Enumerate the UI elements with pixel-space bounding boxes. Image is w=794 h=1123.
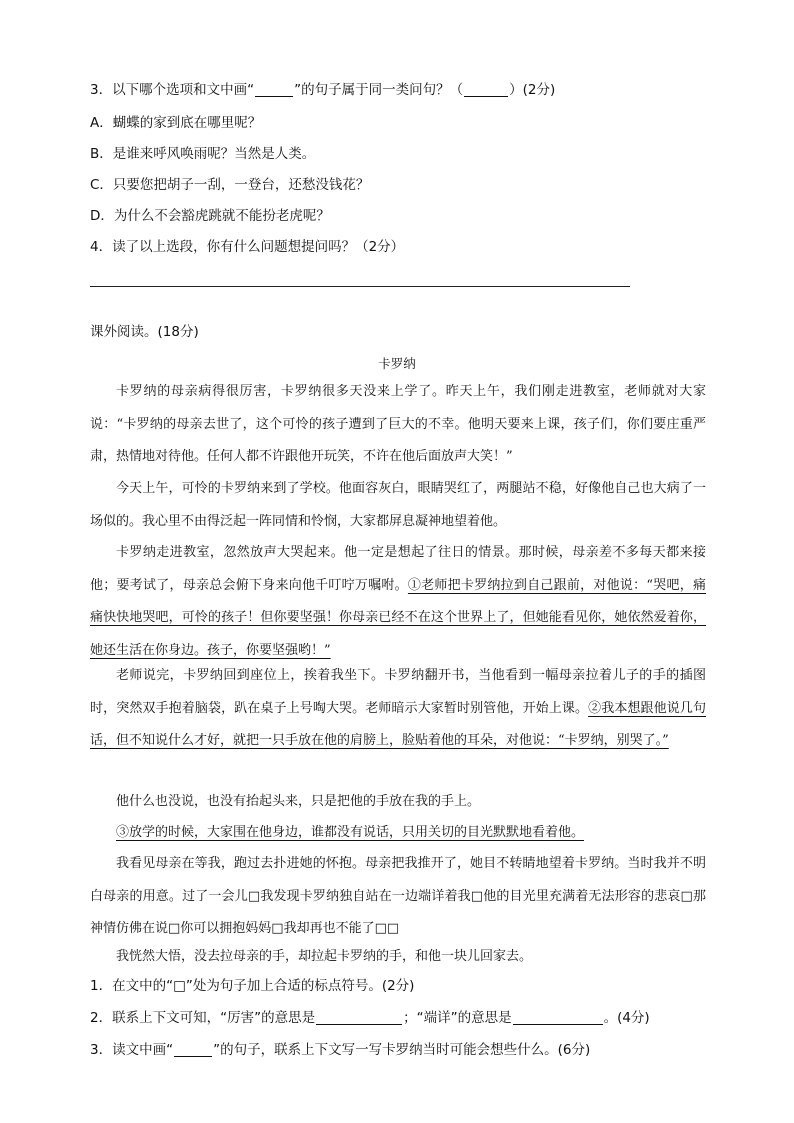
story-paragraph-6 xyxy=(90,817,706,850)
question-3-text-a: 3．读文中画“ xyxy=(90,1042,174,1058)
story-paragraph-3-text: 卡罗纳走进教室，忽然放声大哭起来。他一定是想起了往日的情景。那时候，母亲差不多每天都来接他；要考试了，母亲总会俯下身来向他千叮咛万嘱咐。 xyxy=(90,545,706,593)
story-paragraph-3 xyxy=(90,537,706,667)
story-paragraph-8: 我恍然大悟，没去拉母亲的手，却拉起卡罗纳的手，和他一块儿回家去。 xyxy=(116,949,533,964)
question-4-prev: 4．读了以上选段，你有什么问题想提问吗？（2分） xyxy=(90,239,405,255)
story-paragraph-4 xyxy=(90,660,706,758)
option-a: A．蝴蝶的家到底在哪里呢？ xyxy=(90,115,262,131)
question-3-prev-text-a: 3．以下哪个选项和文中画“ xyxy=(90,82,255,98)
story-title: 卡罗纳 xyxy=(378,356,416,371)
question-2-text-b: ；“端详”的意思是 xyxy=(403,1010,512,1026)
question-2-text-a: 2．联系上下文可知，“厉害”的意思是 xyxy=(90,1010,316,1026)
story-paragraph-5: 他什么也没说，也没有抬起头来，只是把他的手放在我的手上。 xyxy=(116,794,481,809)
underline-sample-blank xyxy=(255,82,293,97)
question-3-prev-text-b: ”的句子属于同一类问句？（ xyxy=(294,82,464,98)
answer-blank-lihai[interactable] xyxy=(316,1010,402,1025)
question-3-text-b: ”的句子，联系上下文写一写卡罗纳当时可能会想些什么。(6分) xyxy=(213,1042,591,1058)
answer-blank-duanxiang[interactable] xyxy=(513,1010,603,1025)
story-paragraph-4-text: 老师说完，卡罗纳回到座位上，挨着我坐下。卡罗纳翻开书，当他看到一幅母亲拉着儿子的手的插图时，突然双手抱着脑袋，趴在桌子上号啕大哭。老师暗示大家暂时别管他，开始上课。 xyxy=(90,668,706,716)
story-paragraph-7: 我看见母亲在等我，跑过去扑进她的怀抱。母亲把我推开了，她目不转睛地望着卡罗纳。当时我并不明白母亲的用意。过了一会儿□我发现卡罗纳独自站在一边端详着我□他的目光里充满着无法形容的悲哀□那神情仿佛在说□你可以拥抱妈妈□我却再也不能了□□ xyxy=(90,856,706,936)
option-d: D．为什么不会豁虎跳就不能扮老虎呢？ xyxy=(90,208,330,224)
underline-sample-blank-2 xyxy=(174,1042,212,1057)
underlined-sentence-3: ③放学的时候，大家围在他身边，谁都没有说话，只用关切的目光默默地看着他。 xyxy=(116,825,585,840)
underlined-sentence-2: ②我本想跟他说几句话，但不知说什么才好，就把一只手放在他的肩膀上，脸贴着他的耳朵，对他说：“卡罗纳，别哭了。” xyxy=(90,700,706,748)
option-b: B．是谁来呼风唤雨呢？当然是人类。 xyxy=(90,146,316,162)
answer-blank[interactable] xyxy=(464,82,508,97)
question-1: 1．在文中的“□”处为句子加上合适的标点符号。(2分) xyxy=(90,978,415,994)
question-2-text-c: 。(4分) xyxy=(603,1010,650,1026)
question-3 xyxy=(90,1040,590,1060)
underlined-sentence-1: ①老师把卡罗纳拉到自己跟前，对他说：“哭吧，痛痛快快地哭吧，可怜的孩子！但你要坚强！你母亲已经不在这个世界上了，但她能看见你，她依然爱着你，她还生活在你身边。孩子，你要坚强哟！” xyxy=(90,577,706,658)
story-paragraph-2: 今天上午，可怜的卡罗纳来到了学校。他面容灰白，眼睛哭红了，两腿站不稳，好像他自己也大病了一场似的。我心里不由得泛起一阵同情和怜悯，大家都屏息凝神地望着他。 xyxy=(90,481,706,529)
story-paragraph-1: 卡罗纳的母亲病得很厉害，卡罗纳很多天没来上学了。昨天上午，我们刚走进教室，老师就对大家说：“卡罗纳的母亲去世了，这个可怜的孩子遭到了巨大的不幸。他明天要来上课，孩子们，你们要庄重严肃，热情地对待他。任何人都不许跟他开玩笑，不许在他后面放声大笑！” xyxy=(90,384,706,464)
question-3-prev-text-c: ）(2分) xyxy=(509,82,556,98)
option-c: C．只要您把胡子一刮，一登台，还愁没钱花？ xyxy=(90,177,370,193)
question-3-prev xyxy=(90,80,555,100)
section-heading: 课外阅读。(18分) xyxy=(90,324,199,340)
answer-line[interactable] xyxy=(90,286,630,287)
question-2 xyxy=(90,1008,650,1028)
